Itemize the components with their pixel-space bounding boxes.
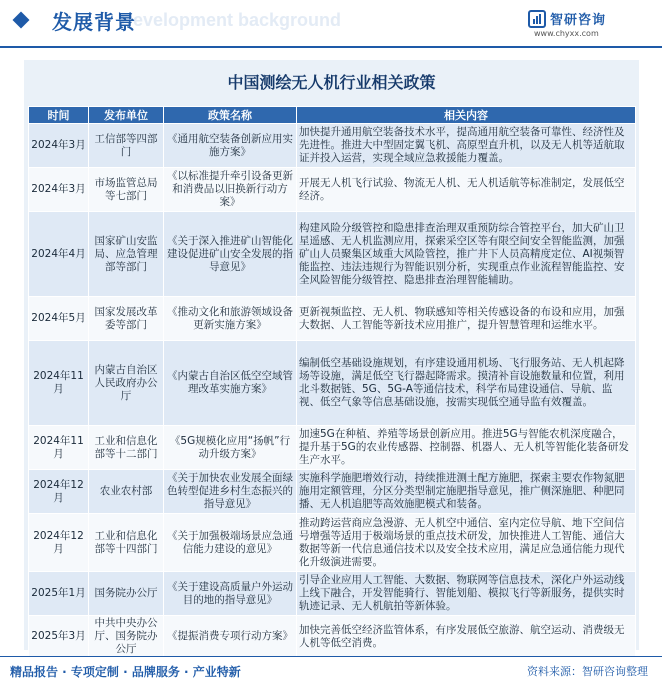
table-row	[29, 514, 636, 572]
cell-policy-name: 《5G规模化应用“扬帆”行动升级方案》	[164, 426, 297, 470]
table-header-row	[29, 107, 636, 124]
cell-policy-name: 《关于深入推进矿山智能化建设促进矿山安全发展的指导意见》	[164, 212, 297, 297]
brand-url: www.chyxx.com	[534, 29, 599, 38]
diamond-icon	[12, 11, 30, 29]
cell-content: 加快完善低空经济监管体系，有序发展低空旅游、航空运动、消费级无人机等低空消费。	[297, 616, 636, 658]
cell-time: 2025年1月	[29, 572, 89, 616]
table-row	[29, 124, 636, 168]
footer-tagline: 精品报告 · 专项定制 · 品牌服务 · 产业特新	[10, 665, 241, 679]
cell-unit: 市场监管总局等七部门	[89, 168, 164, 212]
page-header	[0, 0, 662, 40]
cell-policy-name: 《提振消费专项行动方案》	[164, 616, 297, 658]
table-row	[29, 297, 636, 341]
header-divider	[0, 46, 662, 48]
cell-content: 引导企业应用人工智能、大数据、物联网等信息技术，深化户外运动线上线下融合，开发智能骑行、智能划船、模拟飞行等新服务，提供实时轨迹记录、无人机航拍等新体验。	[297, 572, 636, 616]
cell-time: 2024年3月	[29, 168, 89, 212]
brand-logo	[528, 8, 648, 38]
cell-unit: 中共中央办公厅、国务院办公厅	[89, 616, 164, 658]
column-header-content: 相关内容	[297, 107, 636, 124]
cell-policy-name: 《推动文化和旅游领域设备更新实施方案》	[164, 297, 297, 341]
table-row	[29, 212, 636, 297]
footer-divider	[0, 656, 662, 657]
table-row	[29, 616, 636, 658]
cell-content: 开展无人机飞行试验、物流无人机、无人机适航等标准制定，发展低空经济。	[297, 168, 636, 212]
table-title: 中国测绘无人机行业相关政策	[227, 73, 436, 92]
cell-content: 推动跨运营商应急漫游、无人机空中通信、室内定位导航、地下空间信号增强等适用于极端场景的重点技术研发，加快推进人工智能、通信大数据等新一代信息通信技术以及安全技术应用，满足应急通信能力现代化升级演进需要。	[297, 514, 636, 572]
cell-unit: 国家矿山安监局、应急管理部等部门	[89, 212, 164, 297]
cell-time: 2024年5月	[29, 297, 89, 341]
cell-content: 加速5G在种植、养殖等场景创新应用。推进5G与智能农机深度融合，提升基于5G的农业传感器、控制器、机器人、无人机等智能化装备研发生产水平。	[297, 426, 636, 470]
cell-policy-name: 《内蒙古自治区低空空域管理改革实施方案》	[164, 341, 297, 426]
cell-unit: 工业和信息化部等十四部门	[89, 514, 164, 572]
column-header-time: 时间	[29, 107, 89, 124]
table-row	[29, 168, 636, 212]
cell-unit: 国家发展改革委等部门	[89, 297, 164, 341]
table-row	[29, 572, 636, 616]
cell-unit: 国务院办公厅	[89, 572, 164, 616]
cell-policy-name: 《通用航空装备创新应用实施方案》	[164, 124, 297, 168]
table-body	[29, 124, 636, 658]
column-header-policy-name: 政策名称	[164, 107, 297, 124]
brand-logo-icon	[528, 10, 546, 28]
table-row	[29, 341, 636, 426]
cell-content: 构建风险分级管控和隐患排查治理双重预防综合管控平台，加大矿山卫星遥感、无人机监测应用，探索采空区等有限空间安全智能监测，加强矿山人员聚集区域重大风险管控，推广井下人员高精度定位、AI视频智能监控、违法违规行为智能识别分析，实现重点作业流程智能监控、安全风险智能分级管控、隐患排查治理智能辅助。	[297, 212, 636, 297]
cell-policy-name: 《关于加快农业发展全面绿色转型促进乡村生态振兴的指导意见》	[164, 470, 297, 514]
cell-unit: 内蒙古自治区人民政府办公厅	[89, 341, 164, 426]
policy-table	[28, 106, 636, 658]
cell-time: 2024年11月	[29, 426, 89, 470]
cell-content: 编制低空基础设施规划，有序建设通用机场、飞行服务站、无人机起降场等设施，满足低空飞行器起降需求。摸清补盲设施数量和位置，利用北斗数据链、5G、5G-A等通信技术，科学布局建设通信、导航、监视、低空气象等信息基础设施，按需实现低空通导监有效覆盖。	[297, 341, 636, 426]
cell-time: 2024年12月	[29, 514, 89, 572]
table-row	[29, 470, 636, 514]
cell-time: 2024年3月	[29, 124, 89, 168]
cell-policy-name: 《关于建设高质量户外运动目的地的指导意见》	[164, 572, 297, 616]
cell-unit: 工信部等四部门	[89, 124, 164, 168]
cell-time: 2025年3月	[29, 616, 89, 658]
cell-time: 2024年11月	[29, 341, 89, 426]
cell-unit: 农业农村部	[89, 470, 164, 514]
header-ghost-text: Development background	[120, 10, 342, 30]
cell-policy-name: 《以标准提升牵引设备更新和消费品以旧换新行动方案》	[164, 168, 297, 212]
source-note: 资料来源：智研咨询整理	[527, 665, 648, 678]
cell-time: 2024年12月	[29, 470, 89, 514]
policy-panel	[24, 60, 639, 655]
cell-time: 2024年4月	[29, 212, 89, 297]
cell-content: 实施科学施肥增效行动，持续推进测土配方施肥，探索主要农作物氮肥施用定额管理，分区分类型制定施肥指导意见，推广侧深施肥、种肥同播、无人机追肥等高效施肥模式和装备。	[297, 470, 636, 514]
brand-name: 智研咨询	[550, 13, 607, 28]
page-title: 发展背景	[52, 10, 136, 34]
cell-content: 加快提升通用航空装备技术水平，提高通用航空装备可靠性、经济性及先进性。推进大中型固定翼飞机、高原型直升机，以及无人机等适航取证并投入运营，实现全域应急救援能力覆盖。	[297, 124, 636, 168]
table-row	[29, 426, 636, 470]
cell-content: 更新视频监控、无人机、物联感知等相关传感设备的布设和应用，加强大数据、人工智能等新技术应用推广，提升智慧管理和运维水平。	[297, 297, 636, 341]
cell-unit: 工业和信息化部等十二部门	[89, 426, 164, 470]
cell-policy-name: 《关于加强极端场景应急通信能力建设的意见》	[164, 514, 297, 572]
column-header-unit: 发布单位	[89, 107, 164, 124]
